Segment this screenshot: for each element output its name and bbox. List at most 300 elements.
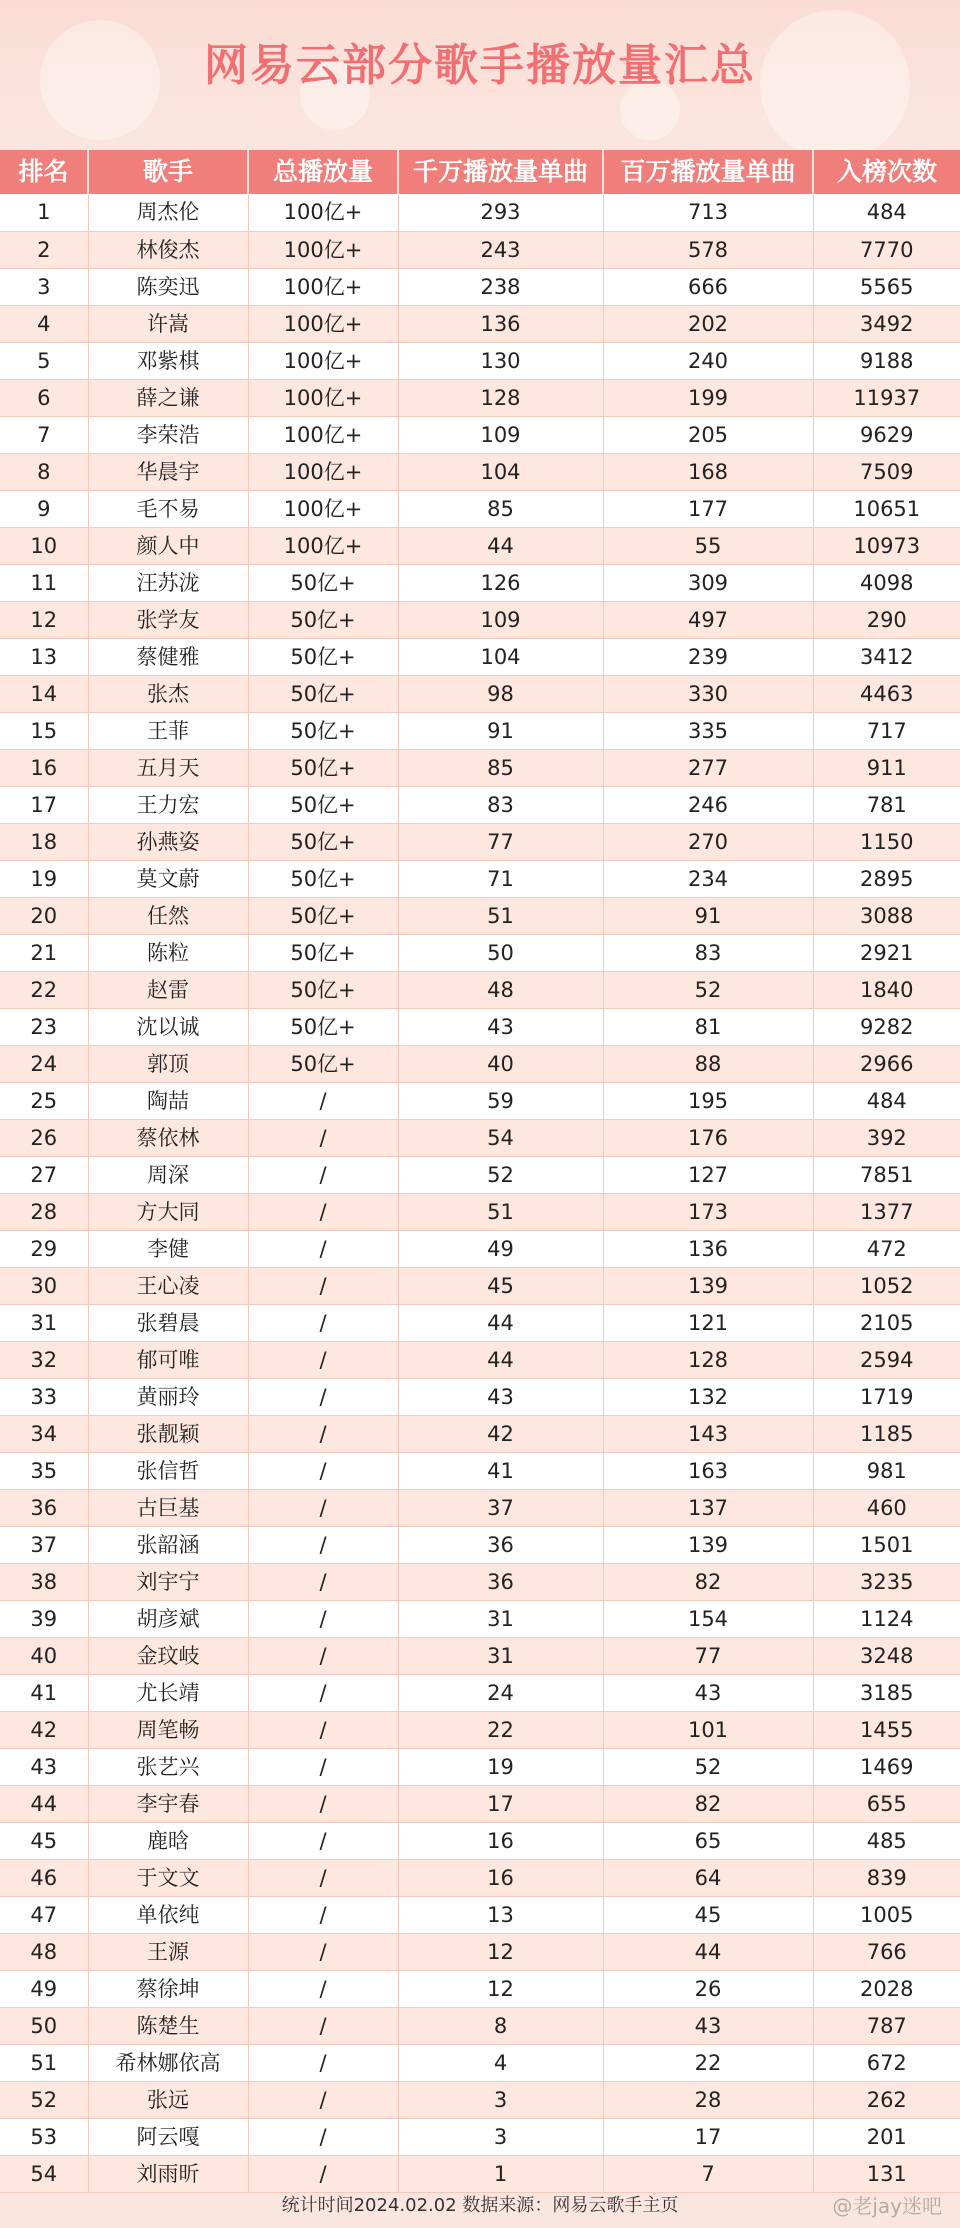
table-row xyxy=(0,1933,960,1970)
chart-entries-cell: 131 xyxy=(813,2155,960,2192)
chart-entries-cell: 1719 xyxy=(813,1378,960,1415)
chart-entries-cell: 2105 xyxy=(813,1304,960,1341)
chart-entries-cell: 1185 xyxy=(813,1415,960,1452)
rank-cell: 12 xyxy=(0,601,88,638)
singer-cell: 金玟岐 xyxy=(88,1637,248,1674)
singer-cell: 胡彦斌 xyxy=(88,1600,248,1637)
chart-entries-cell: 201 xyxy=(813,2118,960,2155)
10m-singles-cell: 51 xyxy=(398,1193,603,1230)
chart-entries-cell: 1377 xyxy=(813,1193,960,1230)
table-row xyxy=(0,1045,960,1082)
total-plays-cell: 50亿+ xyxy=(248,934,398,971)
10m-singles-cell: 77 xyxy=(398,823,603,860)
chart-entries-cell: 3088 xyxy=(813,897,960,934)
rank-cell: 15 xyxy=(0,712,88,749)
1m-singles-cell: 28 xyxy=(603,2081,813,2118)
singer-cell: 蔡徐坤 xyxy=(88,1970,248,2007)
table-row xyxy=(0,416,960,453)
1m-singles-cell: 82 xyxy=(603,1563,813,1600)
singer-cell: 孙燕姿 xyxy=(88,823,248,860)
1m-singles-cell: 195 xyxy=(603,1082,813,1119)
rank-cell: 34 xyxy=(0,1415,88,1452)
chart-entries-cell: 392 xyxy=(813,1119,960,1156)
table-row xyxy=(0,1008,960,1045)
1m-singles-cell: 330 xyxy=(603,675,813,712)
total-plays-cell: / xyxy=(248,1896,398,1933)
1m-singles-cell: 91 xyxy=(603,897,813,934)
singer-cell: 王力宏 xyxy=(88,786,248,823)
column-header-singer: 歌手 xyxy=(88,150,248,194)
table-row xyxy=(0,1119,960,1156)
singer-cell: 古巨基 xyxy=(88,1489,248,1526)
singer-cell: 阿云嘎 xyxy=(88,2118,248,2155)
rank-cell: 19 xyxy=(0,860,88,897)
table-row xyxy=(0,749,960,786)
total-plays-cell: / xyxy=(248,2044,398,2081)
10m-singles-cell: 128 xyxy=(398,379,603,416)
chart-entries-cell: 4098 xyxy=(813,564,960,601)
table-row xyxy=(0,2007,960,2044)
chart-entries-cell: 1124 xyxy=(813,1600,960,1637)
column-header-total-plays: 总播放量 xyxy=(248,150,398,194)
10m-singles-cell: 42 xyxy=(398,1415,603,1452)
chart-entries-cell: 3412 xyxy=(813,638,960,675)
rank-cell: 48 xyxy=(0,1933,88,1970)
singer-cell: 陶喆 xyxy=(88,1082,248,1119)
1m-singles-cell: 239 xyxy=(603,638,813,675)
1m-singles-cell: 139 xyxy=(603,1526,813,1563)
total-plays-cell: / xyxy=(248,1711,398,1748)
rank-cell: 21 xyxy=(0,934,88,971)
rank-cell: 50 xyxy=(0,2007,88,2044)
table-row xyxy=(0,1452,960,1489)
table-row xyxy=(0,601,960,638)
table-row xyxy=(0,675,960,712)
chart-entries-cell: 2028 xyxy=(813,1970,960,2007)
10m-singles-cell: 19 xyxy=(398,1748,603,1785)
10m-singles-cell: 52 xyxy=(398,1156,603,1193)
rank-cell: 7 xyxy=(0,416,88,453)
singer-cell: 蔡健雅 xyxy=(88,638,248,675)
singer-cell: 华晨宇 xyxy=(88,453,248,490)
singer-cell: 张远 xyxy=(88,2081,248,2118)
10m-singles-cell: 51 xyxy=(398,897,603,934)
table-row xyxy=(0,934,960,971)
total-plays-cell: 100亿+ xyxy=(248,453,398,490)
total-plays-cell: / xyxy=(248,1859,398,1896)
1m-singles-cell: 127 xyxy=(603,1156,813,1193)
singer-cell: 于文文 xyxy=(88,1859,248,1896)
table-row xyxy=(0,1304,960,1341)
page-title: 网易云部分歌手播放量汇总 xyxy=(204,40,756,91)
table-row xyxy=(0,1230,960,1267)
singer-cell: 许嵩 xyxy=(88,305,248,342)
10m-singles-cell: 48 xyxy=(398,971,603,1008)
10m-singles-cell: 126 xyxy=(398,564,603,601)
singer-cell: 周笔畅 xyxy=(88,1711,248,1748)
1m-singles-cell: 55 xyxy=(603,527,813,564)
rank-cell: 47 xyxy=(0,1896,88,1933)
table-row xyxy=(0,860,960,897)
chart-entries-cell: 3492 xyxy=(813,305,960,342)
table-row xyxy=(0,305,960,342)
table-row xyxy=(0,1267,960,1304)
rank-cell: 37 xyxy=(0,1526,88,1563)
1m-singles-cell: 52 xyxy=(603,1748,813,1785)
total-plays-cell: / xyxy=(248,2081,398,2118)
chart-entries-cell: 10973 xyxy=(813,527,960,564)
singer-cell: 周深 xyxy=(88,1156,248,1193)
1m-singles-cell: 83 xyxy=(603,934,813,971)
table-row xyxy=(0,1082,960,1119)
chart-entries-cell: 766 xyxy=(813,1933,960,1970)
10m-singles-cell: 36 xyxy=(398,1563,603,1600)
total-plays-cell: / xyxy=(248,2007,398,2044)
rank-cell: 13 xyxy=(0,638,88,675)
chart-entries-cell: 1052 xyxy=(813,1267,960,1304)
chart-entries-cell: 717 xyxy=(813,712,960,749)
chart-entries-cell: 839 xyxy=(813,1859,960,1896)
10m-singles-cell: 16 xyxy=(398,1822,603,1859)
10m-singles-cell: 54 xyxy=(398,1119,603,1156)
chart-entries-cell: 4463 xyxy=(813,675,960,712)
singer-cell: 陈奕迅 xyxy=(88,268,248,305)
10m-singles-cell: 36 xyxy=(398,1526,603,1563)
10m-singles-cell: 85 xyxy=(398,490,603,527)
chart-entries-cell: 5565 xyxy=(813,268,960,305)
table-row xyxy=(0,453,960,490)
1m-singles-cell: 77 xyxy=(603,1637,813,1674)
singer-cell: 方大同 xyxy=(88,1193,248,1230)
total-plays-cell: / xyxy=(248,1489,398,1526)
10m-singles-cell: 49 xyxy=(398,1230,603,1267)
table-row xyxy=(0,638,960,675)
1m-singles-cell: 202 xyxy=(603,305,813,342)
10m-singles-cell: 130 xyxy=(398,342,603,379)
rank-cell: 41 xyxy=(0,1674,88,1711)
singer-cell: 张学友 xyxy=(88,601,248,638)
total-plays-cell: / xyxy=(248,1230,398,1267)
total-plays-cell: / xyxy=(248,1156,398,1193)
singer-cell: 王心凌 xyxy=(88,1267,248,1304)
rank-cell: 52 xyxy=(0,2081,88,2118)
singer-cell: 周杰伦 xyxy=(88,194,248,231)
table-row xyxy=(0,379,960,416)
1m-singles-cell: 234 xyxy=(603,860,813,897)
1m-singles-cell: 246 xyxy=(603,786,813,823)
total-plays-cell: / xyxy=(248,1267,398,1304)
singer-cell: 张艺兴 xyxy=(88,1748,248,1785)
1m-singles-cell: 176 xyxy=(603,1119,813,1156)
rank-cell: 4 xyxy=(0,305,88,342)
singer-cell: 张碧晨 xyxy=(88,1304,248,1341)
rank-cell: 14 xyxy=(0,675,88,712)
chart-entries-cell: 7509 xyxy=(813,453,960,490)
table-row xyxy=(0,1563,960,1600)
chart-entries-cell: 262 xyxy=(813,2081,960,2118)
10m-singles-cell: 45 xyxy=(398,1267,603,1304)
chart-entries-cell: 1150 xyxy=(813,823,960,860)
table-row xyxy=(0,1748,960,1785)
rank-cell: 38 xyxy=(0,1563,88,1600)
10m-singles-cell: 50 xyxy=(398,934,603,971)
total-plays-cell: / xyxy=(248,1933,398,1970)
chart-entries-cell: 9282 xyxy=(813,1008,960,1045)
total-plays-cell: / xyxy=(248,2118,398,2155)
singer-cell: 黄丽玲 xyxy=(88,1378,248,1415)
table-row xyxy=(0,268,960,305)
10m-singles-cell: 83 xyxy=(398,786,603,823)
rank-cell: 32 xyxy=(0,1341,88,1378)
table-row xyxy=(0,1822,960,1859)
rank-cell: 10 xyxy=(0,527,88,564)
1m-singles-cell: 143 xyxy=(603,1415,813,1452)
total-plays-cell: 100亿+ xyxy=(248,490,398,527)
10m-singles-cell: 109 xyxy=(398,601,603,638)
singer-cell: 薛之谦 xyxy=(88,379,248,416)
1m-singles-cell: 713 xyxy=(603,194,813,231)
singer-cell: 蔡依林 xyxy=(88,1119,248,1156)
1m-singles-cell: 22 xyxy=(603,2044,813,2081)
chart-entries-cell: 1455 xyxy=(813,1711,960,1748)
table-row xyxy=(0,1193,960,1230)
rank-cell: 16 xyxy=(0,749,88,786)
total-plays-cell: / xyxy=(248,1378,398,1415)
footer-source-note: 统计时间2024.02.02 数据来源：网易云歌手主页 xyxy=(281,2195,679,2216)
10m-singles-cell: 85 xyxy=(398,749,603,786)
table-container xyxy=(0,150,960,2184)
singer-cell: 陈粒 xyxy=(88,934,248,971)
singer-cell: 王菲 xyxy=(88,712,248,749)
singer-cell: 陈楚生 xyxy=(88,2007,248,2044)
chart-entries-cell: 11937 xyxy=(813,379,960,416)
total-plays-cell: / xyxy=(248,1563,398,1600)
1m-singles-cell: 309 xyxy=(603,564,813,601)
chart-entries-cell: 2594 xyxy=(813,1341,960,1378)
10m-singles-cell: 17 xyxy=(398,1785,603,1822)
singer-cell: 鹿晗 xyxy=(88,1822,248,1859)
total-plays-cell: 100亿+ xyxy=(248,194,398,231)
header-row xyxy=(0,150,960,194)
total-plays-cell: 100亿+ xyxy=(248,268,398,305)
1m-singles-cell: 240 xyxy=(603,342,813,379)
table-row xyxy=(0,2155,960,2192)
1m-singles-cell: 199 xyxy=(603,379,813,416)
chart-entries-cell: 781 xyxy=(813,786,960,823)
total-plays-cell: / xyxy=(248,1600,398,1637)
total-plays-cell: 50亿+ xyxy=(248,712,398,749)
table-row xyxy=(0,564,960,601)
10m-singles-cell: 8 xyxy=(398,2007,603,2044)
1m-singles-cell: 43 xyxy=(603,1674,813,1711)
10m-singles-cell: 44 xyxy=(398,1341,603,1378)
total-plays-cell: 50亿+ xyxy=(248,860,398,897)
table-row xyxy=(0,1637,960,1674)
total-plays-cell: / xyxy=(248,1193,398,1230)
total-plays-cell: 50亿+ xyxy=(248,971,398,1008)
chart-entries-cell: 460 xyxy=(813,1489,960,1526)
10m-singles-cell: 104 xyxy=(398,453,603,490)
10m-singles-cell: 24 xyxy=(398,1674,603,1711)
rank-cell: 43 xyxy=(0,1748,88,1785)
column-header-rank: 排名 xyxy=(0,150,88,194)
table-row xyxy=(0,2044,960,2081)
rank-cell: 49 xyxy=(0,1970,88,2007)
singer-cell: 李健 xyxy=(88,1230,248,1267)
1m-singles-cell: 497 xyxy=(603,601,813,638)
10m-singles-cell: 1 xyxy=(398,2155,603,2192)
total-plays-cell: 100亿+ xyxy=(248,527,398,564)
table-row xyxy=(0,1970,960,2007)
singer-cell: 张韶涵 xyxy=(88,1526,248,1563)
rank-cell: 44 xyxy=(0,1785,88,1822)
chart-entries-cell: 981 xyxy=(813,1452,960,1489)
total-plays-cell: 50亿+ xyxy=(248,749,398,786)
table-row xyxy=(0,1600,960,1637)
chart-entries-cell: 3185 xyxy=(813,1674,960,1711)
table-row xyxy=(0,490,960,527)
total-plays-cell: 100亿+ xyxy=(248,231,398,268)
singer-cell: 沈以诚 xyxy=(88,1008,248,1045)
1m-singles-cell: 45 xyxy=(603,1896,813,1933)
rank-cell: 3 xyxy=(0,268,88,305)
total-plays-cell: / xyxy=(248,1785,398,1822)
rank-cell: 42 xyxy=(0,1711,88,1748)
10m-singles-cell: 243 xyxy=(398,231,603,268)
1m-singles-cell: 136 xyxy=(603,1230,813,1267)
column-header-10m-singles: 千万播放量单曲 xyxy=(398,150,603,194)
singer-cell: 赵雷 xyxy=(88,971,248,1008)
total-plays-cell: / xyxy=(248,1526,398,1563)
1m-singles-cell: 52 xyxy=(603,971,813,1008)
table-row xyxy=(0,2081,960,2118)
chart-entries-cell: 7851 xyxy=(813,1156,960,1193)
chart-entries-cell: 9188 xyxy=(813,342,960,379)
total-plays-cell: 100亿+ xyxy=(248,416,398,453)
total-plays-cell: 50亿+ xyxy=(248,786,398,823)
1m-singles-cell: 666 xyxy=(603,268,813,305)
singer-cell: 希林娜依高 xyxy=(88,2044,248,2081)
chart-entries-cell: 655 xyxy=(813,1785,960,1822)
rank-cell: 23 xyxy=(0,1008,88,1045)
table-row xyxy=(0,1674,960,1711)
table-row xyxy=(0,1156,960,1193)
rank-cell: 35 xyxy=(0,1452,88,1489)
rank-cell: 1 xyxy=(0,194,88,231)
rank-cell: 6 xyxy=(0,379,88,416)
total-plays-cell: 100亿+ xyxy=(248,379,398,416)
rank-cell: 5 xyxy=(0,342,88,379)
table-body xyxy=(0,194,960,2192)
table-row xyxy=(0,1341,960,1378)
chart-entries-cell: 7770 xyxy=(813,231,960,268)
chart-entries-cell: 2921 xyxy=(813,934,960,971)
1m-singles-cell: 26 xyxy=(603,1970,813,2007)
1m-singles-cell: 277 xyxy=(603,749,813,786)
total-plays-cell: 50亿+ xyxy=(248,601,398,638)
table-row xyxy=(0,712,960,749)
table-row xyxy=(0,971,960,1008)
10m-singles-cell: 59 xyxy=(398,1082,603,1119)
10m-singles-cell: 44 xyxy=(398,1304,603,1341)
rank-cell: 39 xyxy=(0,1600,88,1637)
total-plays-cell: 50亿+ xyxy=(248,675,398,712)
table-row xyxy=(0,1526,960,1563)
rank-cell: 18 xyxy=(0,823,88,860)
rank-cell: 24 xyxy=(0,1045,88,1082)
chart-entries-cell: 1005 xyxy=(813,1896,960,1933)
1m-singles-cell: 173 xyxy=(603,1193,813,1230)
table-row xyxy=(0,1415,960,1452)
singer-cell: 汪苏泷 xyxy=(88,564,248,601)
rank-cell: 33 xyxy=(0,1378,88,1415)
table-row xyxy=(0,1489,960,1526)
10m-singles-cell: 31 xyxy=(398,1600,603,1637)
total-plays-cell: / xyxy=(248,1082,398,1119)
1m-singles-cell: 128 xyxy=(603,1341,813,1378)
1m-singles-cell: 168 xyxy=(603,453,813,490)
singer-cell: 张杰 xyxy=(88,675,248,712)
column-header-1m-singles: 百万播放量单曲 xyxy=(603,150,813,194)
singer-cell: 王源 xyxy=(88,1933,248,1970)
rank-cell: 8 xyxy=(0,453,88,490)
rank-cell: 11 xyxy=(0,564,88,601)
singer-cell: 郭顶 xyxy=(88,1045,248,1082)
singer-cell: 刘宇宁 xyxy=(88,1563,248,1600)
chart-entries-cell: 2895 xyxy=(813,860,960,897)
singer-cell: 任然 xyxy=(88,897,248,934)
total-plays-cell: / xyxy=(248,1970,398,2007)
1m-singles-cell: 578 xyxy=(603,231,813,268)
1m-singles-cell: 139 xyxy=(603,1267,813,1304)
table-row xyxy=(0,342,960,379)
singer-cell: 郁可唯 xyxy=(88,1341,248,1378)
chart-entries-cell: 672 xyxy=(813,2044,960,2081)
1m-singles-cell: 177 xyxy=(603,490,813,527)
10m-singles-cell: 31 xyxy=(398,1637,603,1674)
1m-singles-cell: 7 xyxy=(603,2155,813,2192)
total-plays-cell: / xyxy=(248,1637,398,1674)
rank-cell: 20 xyxy=(0,897,88,934)
chart-entries-cell: 485 xyxy=(813,1822,960,1859)
total-plays-cell: 50亿+ xyxy=(248,638,398,675)
singer-cell: 张靓颖 xyxy=(88,1415,248,1452)
10m-singles-cell: 104 xyxy=(398,638,603,675)
chart-entries-cell: 484 xyxy=(813,1082,960,1119)
rank-cell: 45 xyxy=(0,1822,88,1859)
1m-singles-cell: 44 xyxy=(603,1933,813,1970)
chart-entries-cell: 1840 xyxy=(813,971,960,1008)
10m-singles-cell: 43 xyxy=(398,1378,603,1415)
10m-singles-cell: 136 xyxy=(398,305,603,342)
1m-singles-cell: 65 xyxy=(603,1822,813,1859)
chart-entries-cell: 3235 xyxy=(813,1563,960,1600)
table-header xyxy=(0,150,960,194)
table-row xyxy=(0,1896,960,1933)
singer-cell: 刘雨昕 xyxy=(88,2155,248,2192)
total-plays-cell: 100亿+ xyxy=(248,305,398,342)
1m-singles-cell: 43 xyxy=(603,2007,813,2044)
rank-cell: 2 xyxy=(0,231,88,268)
rank-cell: 29 xyxy=(0,1230,88,1267)
rank-cell: 22 xyxy=(0,971,88,1008)
table-row xyxy=(0,1378,960,1415)
chart-entries-cell: 2966 xyxy=(813,1045,960,1082)
singer-cell: 李荣浩 xyxy=(88,416,248,453)
table-row xyxy=(0,786,960,823)
chart-entries-cell: 484 xyxy=(813,194,960,231)
1m-singles-cell: 335 xyxy=(603,712,813,749)
